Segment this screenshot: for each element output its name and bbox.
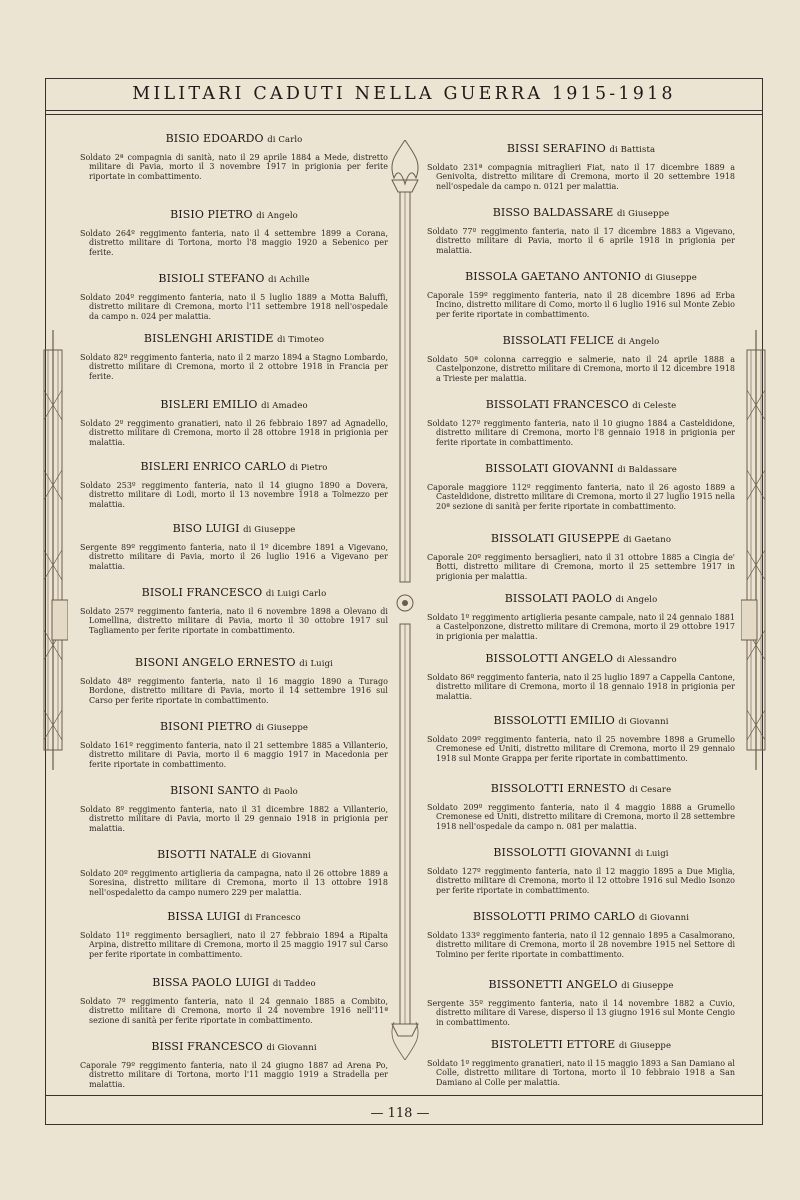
soldier-name-line [80,784,388,797]
soldier-name: BISSOLA GAETANO ANTONIO [465,270,641,283]
soldier-entry [80,398,388,447]
soldier-name: BISIO PIETRO [170,208,253,221]
soldier-father: di Angelo [615,595,658,605]
soldier-description: Sergente 35º reggimento fanteria, nato il 14 novembre 1882 a Cuvio, distretto militare di Varese, disperso il 13 giugno 1916 sul Monte Cengio in combattimento. [427,999,735,1027]
soldier-father: di Giuseppe [255,723,309,733]
soldier-name: BISSOLATI GIOVANNI [485,462,614,475]
soldier-name-line [427,334,735,347]
soldier-description: Caporale 79º reggimento fanteria, nato il 24 giugno 1887 ad Arena Po, distretto militare di Tortona, morto l'11 maggio 1919 a Stradella per malattia. [80,1061,388,1089]
soldier-name-line [80,272,388,285]
soldier-name-line [427,652,735,665]
soldier-name-line [80,976,388,989]
soldier-entry [80,976,388,1025]
soldier-father: di Giuseppe [243,525,296,535]
soldier-name: BISO LUIGI [172,522,240,535]
soldier-name-line [427,782,735,795]
soldier-name-line [80,656,388,669]
soldier-description: Soldato 133º reggimento fanteria, nato il 12 gennaio 1895 a Casalmorano, distretto militare di Cremona, morto il 28 novembre 1915 nel Settore di Tolmino per ferite riportate in combattimento. [427,931,735,959]
soldier-description: Soldato 264º reggimento fanteria, nato il 4 settembre 1899 a Corana, distretto militare di Tortona, morto l'8 maggio 1920 a Sebenico per ferite. [80,229,388,257]
page-number: — 118 — [370,1106,430,1121]
soldier-father: di Francesco [244,913,301,923]
soldier-description: Soldato 86º reggimento fanteria, nato il 25 luglio 1897 a Cappella Cantone, distretto militare di Cremona, morto il 18 gennaio 1918 in prigionia per malattia. [427,673,735,701]
soldier-name-line [80,586,388,599]
soldier-description: Caporale maggiore 112º reggimento fanteria, nato il 26 agosto 1889 a Casteldidone, distretto militare di Cremona, morto il 27 luglio 1915 nella 20ª sezione di sanità per ferite riportate in combattimento. [427,483,735,511]
soldier-father: di Celeste [632,401,677,411]
soldier-name: BISONI PIETRO [159,720,253,733]
soldier-father: di Achille [268,275,310,285]
soldier-father: di Angelo [256,211,298,221]
soldier-father: di Giovanni [638,913,690,923]
soldier-name-line [427,846,735,859]
soldier-entry [427,652,735,701]
soldier-name-line [427,270,735,283]
soldier-entry [80,848,388,897]
soldier-entry [427,1038,735,1087]
soldier-name: BISSI FRANCESCO [151,1040,263,1053]
soldier-name-line [427,978,735,991]
soldier-entry [427,206,735,255]
soldier-name: BISTOLETTI ETTORE [490,1038,616,1051]
soldier-entry [80,460,388,509]
soldier-name-line [427,142,735,155]
soldier-entry [427,846,735,895]
soldier-name: BISOLI FRANCESCO [141,586,263,599]
soldier-description: Soldato 2º reggimento granatieri, nato il 26 febbraio 1897 ad Agnadello, distretto militare di Cremona, morto il 28 ottobre 1918 in prigionia per malattia. [80,419,388,447]
soldier-name-line [80,208,388,221]
soldier-description: Soldato 253º reggimento fanteria, nato il 14 giugno 1890 a Dovera, distretto militare di Lodi, morto il 13 novembre 1918 a Tolmezzo per malattia. [80,481,388,509]
soldier-name: BISSOLOTTI ANGELO [485,652,614,665]
soldier-description: Sergente 89º reggimento fanteria, nato il 1º dicembre 1891 a Vigevano, distretto militare di Pavia, morto il 26 luglio 1916 a Vigevano per malattia. [80,543,388,571]
soldier-entry [427,592,735,641]
soldier-entry [80,910,388,959]
soldier-father: di Giuseppe [644,273,697,283]
soldier-entry [427,910,735,959]
soldier-entry [427,782,735,831]
soldier-description: Soldato 127º reggimento fanteria, nato il 12 maggio 1895 a Due Miglia, distretto militare di Cremona, morto il 12 ottobre 1916 sul Medio Isonzo per ferite riportate in combattimento. [427,867,735,895]
soldier-name: BISSOLOTTI ERNESTO [490,782,626,795]
soldier-father: di Cesare [629,785,672,795]
soldier-name: BISLERI ENRICO CARLO [140,460,287,473]
soldier-entry [427,398,735,447]
soldier-name-line [427,910,735,923]
page-title: MILITARI CADUTI NELLA GUERRA 1915-1918 [132,84,676,104]
soldier-name-line [80,848,388,861]
soldier-description: Soldato 82º reggimento fanteria, nato il 2 marzo 1894 a Stagno Lombardo, distretto militare di Cremona, morto il 2 ottobre 1918 in Francia per ferite. [80,353,388,381]
soldier-name-line [427,462,735,475]
soldier-father: di Luigi Carlo [265,589,327,599]
soldier-description: Caporale 20º reggimento bersaglieri, nato il 31 ottobre 1885 a Cingia de' Botti, distretto militare di Cremona, morto il 25 settembre 1917 in prigionia per malattia. [427,553,735,581]
soldier-name: BISSOLOTTI GIOVANNI [493,846,632,859]
soldier-description: Soldato 161º reggimento fanteria, nato il 21 settembre 1885 a Villanterio, distretto militare di Pavia, morto il 6 maggio 1917 in Macedonia per ferite riportate in combattimento. [80,741,388,769]
soldier-name: BISSA PAOLO LUIGI [152,976,270,989]
soldier-name-line [80,522,388,535]
soldier-description: Soldato 231ª compagnia mitraglieri Fiat, nato il 17 dicembre 1889 a Genivolta, distretto militare di Cremona, morto il 20 settembre 1918 nell'ospedale da campo n. 0121 per malattia. [427,163,735,191]
soldier-father: di Giovanni [260,851,311,861]
soldier-entry [80,1040,388,1089]
soldier-name-line [427,532,735,545]
soldier-name: BISONI ANGELO ERNESTO [135,656,296,669]
soldier-father: di Luigi [634,849,669,859]
soldier-father: di Giovanni [618,717,669,727]
soldier-father: di Giuseppe [618,1041,672,1051]
soldier-entry [80,784,388,833]
soldier-name: BISOTTI NATALE [157,848,258,861]
soldier-entry [427,462,735,511]
soldier-entry [427,532,735,581]
soldier-description: Soldato 1º reggimento artiglieria pesante campale, nato il 24 gennaio 1881 a Castelponzone, distretto militare di Cremona, morto il 29 ottobre 1917 in prigionia per malattia. [427,613,735,641]
soldier-entry [427,142,735,191]
soldier-father: di Paolo [262,787,298,797]
soldier-father: di Angelo [617,337,660,347]
title-rule-top [45,110,763,111]
soldier-entry [427,334,735,383]
footer-rule [45,1095,763,1096]
soldier-name: BISSONETTI ANGELO [488,978,618,991]
soldier-description: Soldato 77º reggimento fanteria, nato il 17 dicembre 1883 a Vigevano, distretto militare di Pavia, morto il 6 aprile 1918 in prigionia per malattia. [427,227,735,255]
soldier-name: BISSOLATI GIUSEPPE [490,532,620,545]
soldier-description: Soldato 11º reggimento bersaglieri, nato il 27 febbraio 1894 a Ripalta Arpina, distretto militare di Cremona, morto il 25 maggio 1917 sul Carso per ferite riportate in combattimento. [80,931,388,959]
soldier-description: Soldato 2ª compagnia di sanità, nato il 29 aprile 1884 a Mede, distretto militare di Pavia, morto il 3 novembre 1917 in prigionia per ferite riportate in combattimento. [80,153,388,181]
soldier-name-line [80,910,388,923]
soldier-entry [427,714,735,763]
soldier-name: BISSOLATI FELICE [502,334,615,347]
soldier-father: di Giuseppe [621,981,674,991]
soldier-description: Soldato 7º reggimento fanteria, nato il 24 gennaio 1885 a Combito, distretto militare di Cremona, morto il 24 novembre 1916 nell'11ª sezione di sanità per ferite riportate in combattimento. [80,997,388,1025]
soldier-description: Soldato 48º reggimento fanteria, nato il 16 maggio 1890 a Turago Bordone, distretto militare di Pavia, morto il 14 settembre 1916 sul Carso per ferite riportate in combattimento. [80,677,388,705]
soldier-father: di Alessandro [616,655,677,665]
soldier-name-line [427,398,735,411]
soldier-name: BISSOLOTTI EMILIO [493,714,615,727]
soldier-entry [80,332,388,381]
soldier-name: BISSOLATI FRANCESCO [485,398,629,411]
soldier-entry [427,270,735,319]
soldier-description: Soldato 257º reggimento fanteria, nato il 6 novembre 1898 a Olevano di Lomellina, distretto militare di Pavia, morto il 30 ottobre 1917 sul Tagliamento per ferite riportate in combattimento. [80,607,388,635]
fasces-right-ornament [741,330,771,770]
soldier-father: di Battista [609,145,656,155]
soldier-entry [80,208,388,257]
soldier-entry [80,656,388,705]
soldier-entry [80,272,388,321]
soldier-description: Soldato 20º reggimento artiglieria da campagna, nato il 26 ottobre 1889 a Soresina, distretto militare di Cremona, morto il 13 ottobre 1918 nell'ospedaletto da campo numero 229 per malattia. [80,869,388,897]
soldier-description: Soldato 50ª colonna carreggio e salmerie, nato il 24 aprile 1888 a Castelponzone, distretto militare di Cremona, morto il 12 dicembre 1918 a Trieste per malattia. [427,355,735,383]
soldier-name-line [80,1040,388,1053]
fasces-left-ornament [38,330,68,770]
soldier-name-line [80,332,388,345]
soldier-father: di Giuseppe [617,209,670,219]
soldier-name-line [80,132,388,145]
soldier-description: Soldato 1º reggimento granatieri, nato il 15 maggio 1893 a San Damiano al Colle, distretto militare di Tortona, morto il 10 febbraio 1918 a San Damiano al Colle per malattia. [427,1059,735,1087]
soldier-father: di Giovanni [266,1043,317,1053]
soldier-name-line [427,592,735,605]
soldier-name: BISIOLI STEFANO [158,272,265,285]
soldier-name-line [80,398,388,411]
soldier-entry [80,586,388,635]
soldier-name: BISSOLOTTI PRIMO CARLO [472,910,636,923]
soldier-description: Soldato 127º reggimento fanteria, nato il 10 giugno 1884 a Casteldidone, distretto militare di Cremona, morto l'8 gennaio 1918 in prigionia per ferite riportate in combattimento. [427,419,735,447]
soldier-description: Soldato 209º reggimento fanteria, nato il 4 maggio 1888 a Grumello Cremonese ed Uniti, distretto militare di Cremona, morto il 28 settembre 1918 nell'ospedale da campo n. 081 per malattia. [427,803,735,831]
soldier-name-line [427,714,735,727]
soldier-entry [80,522,388,571]
soldier-name-line [427,206,735,219]
soldier-name-line [80,460,388,473]
soldier-description: Soldato 204º reggimento fanteria, nato il 5 luglio 1889 a Motta Baluffi, distretto militare di Cremona, morto l'11 settembre 1918 nell'ospedale da campo n. 024 per malattia. [80,293,388,321]
soldier-father: di Carlo [267,135,303,145]
soldier-father: di Taddeo [272,979,316,989]
title-rule-bottom [45,114,763,115]
soldier-name: BISLENGHI ARISTIDE [143,332,274,345]
soldier-entry [427,978,735,1027]
soldier-name: BISIO EDOARDO [165,132,264,145]
soldier-father: di Gaetano [623,535,672,545]
soldier-description: Soldato 209º reggimento fanteria, nato il 25 novembre 1898 a Grumello Cremonese ed Uniti, distretto militare di Cremona, morto il 29 gennaio 1918 sul Monte Grappa per ferite riportate in combattimento. [427,735,735,763]
soldier-name: BISSI SERAFINO [506,142,606,155]
soldier-entry [80,132,388,181]
soldier-name-line [80,720,388,733]
soldier-entry [80,720,388,769]
soldier-father: di Pietro [289,463,328,473]
soldier-father: di Amadeo [261,401,308,411]
soldier-description: Caporale 159º reggimento fanteria, nato il 28 dicembre 1896 ad Erba Incino, distretto militare di Como, morto il 6 luglio 1916 sul Monte Zebio per ferite riportate in combattimento. [427,291,735,319]
soldier-father: di Baldassare [617,465,677,475]
soldier-name: BISONI SANTO [170,784,260,797]
soldier-father: di Luigi [299,659,333,669]
soldier-father: di Timoteo [277,335,325,345]
soldier-description: Soldato 8º reggimento fanteria, nato il 31 dicembre 1882 a Villanterio, distretto militare di Pavia, morto il 29 gennaio 1918 in prigionia per malattia. [80,805,388,833]
soldier-name: BISSO BALDASSARE [492,206,614,219]
soldier-name: BISSOLATI PAOLO [504,592,613,605]
soldier-name-line [427,1038,735,1051]
central-torch-ornament [384,140,426,1060]
soldier-name: BISSA LUIGI [167,910,241,923]
soldier-name: BISLERI EMILIO [160,398,258,411]
